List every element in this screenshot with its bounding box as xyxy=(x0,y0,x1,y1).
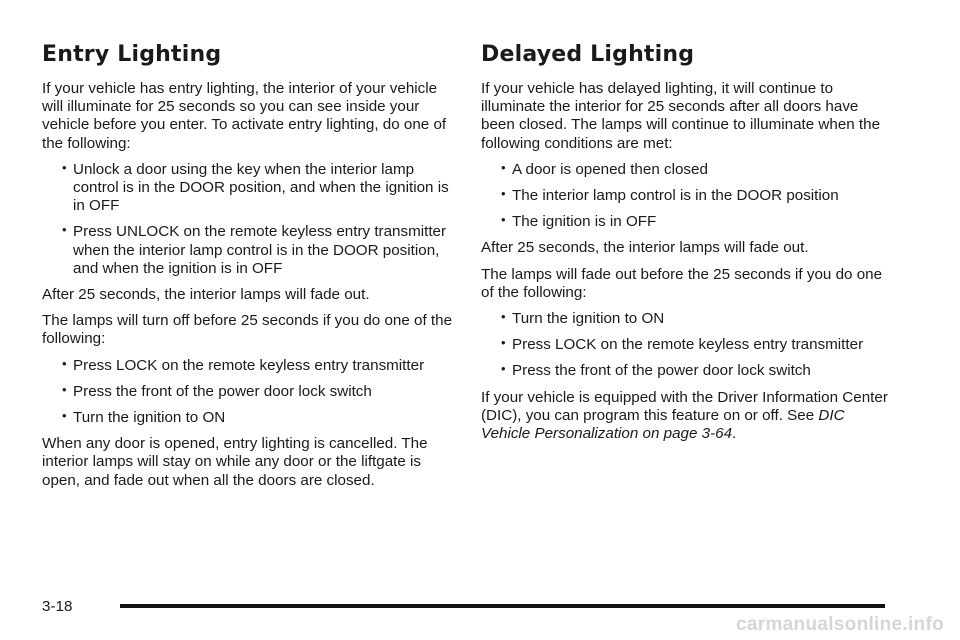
list-item-text: Turn the ignition to ON xyxy=(512,310,665,328)
list-item-text: Press the front of the power door lock switch xyxy=(73,382,372,400)
delayed-lighting-heading: Delayed Lighting xyxy=(481,42,695,67)
list-item-text: Turn the ignition to ON xyxy=(73,409,226,427)
entry-fade-note: After 25 seconds, the interior lamps will fade out. xyxy=(42,286,370,304)
list-item xyxy=(42,357,454,375)
bullet-icon: • xyxy=(62,355,67,371)
watermark-logo: carmanualsonline.info xyxy=(736,614,944,635)
page-number: 3-18 xyxy=(42,598,73,615)
list-item xyxy=(481,213,893,231)
delayed-early-fade-list xyxy=(481,310,893,381)
list-item-text: The ignition is in OFF xyxy=(512,213,657,231)
list-item-text: Press LOCK on the remote keyless entry transmitter xyxy=(73,356,425,374)
delayed-fade-note: After 25 seconds, the interior lamps will fade out. xyxy=(481,239,809,257)
dic-note-end: . xyxy=(732,425,737,443)
list-item xyxy=(481,310,893,328)
dic-note-text: If your vehicle is equipped with the Driver Information Center (DIC), you can program this feature on or off. See xyxy=(481,388,888,424)
list-item xyxy=(481,362,893,380)
list-item xyxy=(42,161,454,216)
bullet-icon: • xyxy=(501,361,506,377)
delayed-early-fade-note: The lamps will fade out before the 25 seconds if you do one of the following: xyxy=(481,265,883,301)
bullet-icon: • xyxy=(501,159,506,175)
delayed-conditions-list xyxy=(481,161,893,232)
entry-cancel-note: When any door is opened, entry lighting is cancelled. The interior lamps will stay on while any door or the liftgate is open, and fade out when all the doors are closed. xyxy=(42,435,428,489)
entry-lighting-intro: If your vehicle has entry lighting, the interior of your vehicle will illuminate for 25 seconds so you can see inside your vehicle before you enter. To activate entry lighting, do one of the following: xyxy=(42,80,447,152)
bullet-icon: • xyxy=(501,186,506,202)
list-item-text: Press LOCK on the remote keyless entry transmitter xyxy=(512,336,864,354)
list-item xyxy=(42,383,454,401)
dic-note xyxy=(481,389,893,444)
list-item-text: Press the front of the power door lock switch xyxy=(512,362,811,380)
list-item xyxy=(42,409,454,427)
entry-lighting-column xyxy=(42,42,454,498)
bullet-icon: • xyxy=(62,381,67,397)
bullet-icon: • xyxy=(62,159,67,175)
bullet-icon: • xyxy=(501,309,506,325)
bullet-icon: • xyxy=(62,408,67,424)
entry-turn-off-list xyxy=(42,357,454,428)
list-item-text: Unlock a door using the key when the interior lamp control is in the DOOR position, and when the ignition is in OFF xyxy=(73,160,449,215)
dic-personalization-link[interactable]: DIC Vehicle Personalization on page 3-64 xyxy=(481,406,845,443)
list-item-text: A door is opened then closed xyxy=(512,160,708,178)
list-item-text: The interior lamp control is in the DOOR position xyxy=(512,187,839,205)
list-item xyxy=(481,187,893,205)
bullet-icon: • xyxy=(62,222,67,238)
entry-activation-list xyxy=(42,161,454,278)
delayed-lighting-intro: If your vehicle has delayed lighting, it will continue to illuminate the interior for 25 seconds after all doors have been closed. The lamps will continue to illuminate when the following conditions are met: xyxy=(481,80,881,152)
entry-turn-off-note: The lamps will turn off before 25 seconds if you do one of the following: xyxy=(42,312,453,348)
delayed-lighting-column xyxy=(481,42,893,451)
list-item-text: Press UNLOCK on the remote keyless entry transmitter when the interior lamp control is in the DOOR position, and when the ignition is in OFF xyxy=(73,223,447,277)
list-item xyxy=(42,223,454,278)
list-item xyxy=(481,336,893,354)
footer-divider xyxy=(120,604,885,608)
entry-lighting-heading: Entry Lighting xyxy=(42,42,222,67)
bullet-icon: • xyxy=(501,335,506,351)
list-item xyxy=(481,161,893,179)
bullet-icon: • xyxy=(501,212,506,228)
